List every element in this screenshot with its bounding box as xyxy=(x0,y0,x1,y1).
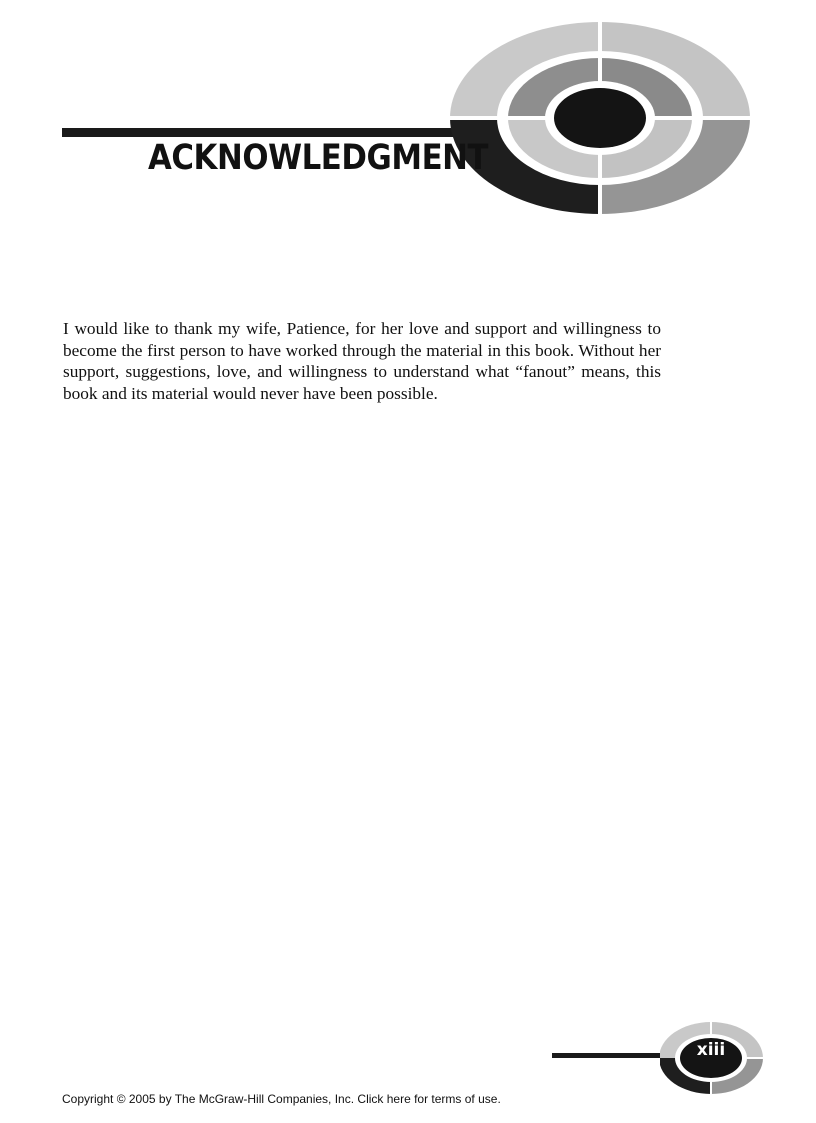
page-number: xiii xyxy=(696,1040,726,1060)
acknowledgment-paragraph: I would like to thank my wife, Patience, for her love and support and willingness to become the first person to have worked through the material in this book. Without her support, suggestions, love, and willingness to understand what “fanout” means, this book and its material would never have been possible. xyxy=(63,319,661,403)
target-rings-icon xyxy=(420,16,760,236)
chapter-title: ACKNOWLEDGMENT xyxy=(148,138,489,178)
copyright-notice[interactable]: Copyright © 2005 by The McGraw-Hill Companies, Inc. Click here for terms of use. xyxy=(62,1092,501,1106)
page-number-badge-icon xyxy=(660,1020,770,1100)
